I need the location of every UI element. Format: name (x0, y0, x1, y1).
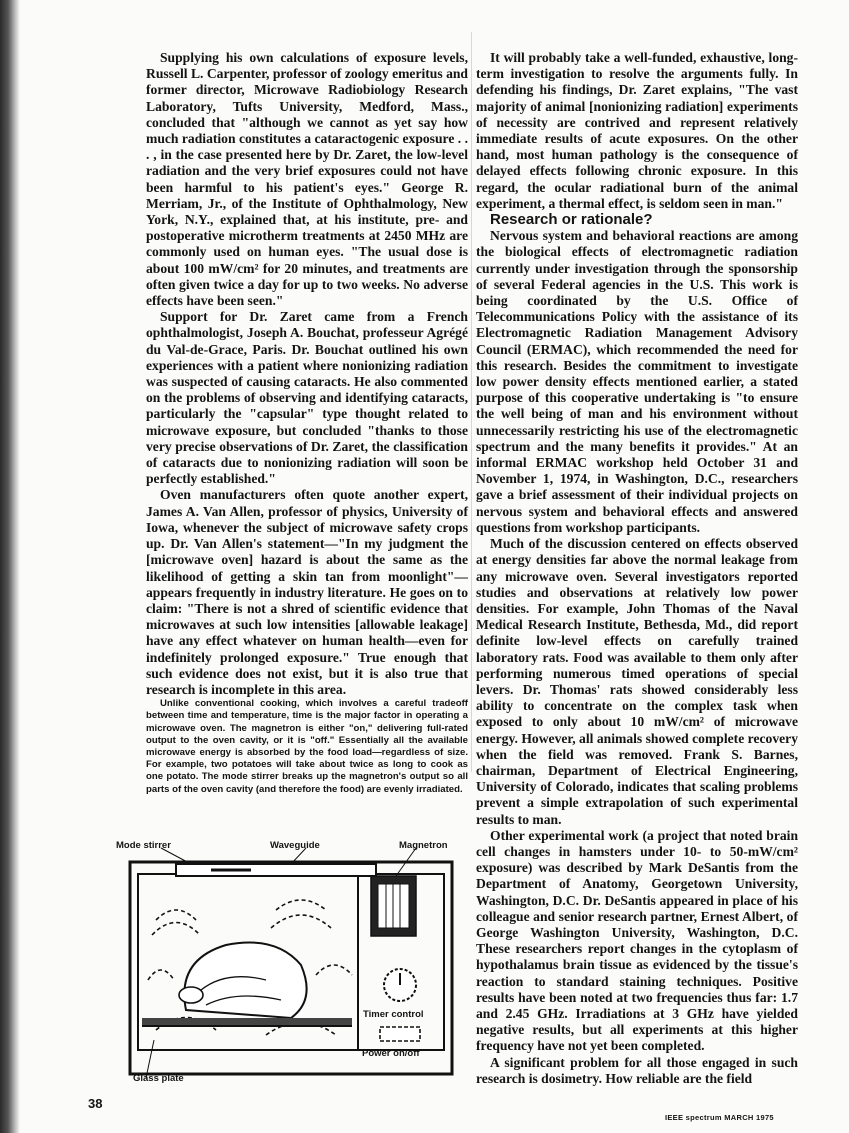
paragraph: Other experimental work (a project that noted brain cell changes in hamsters under 10- to 50-mW/cm² exposure) was described by Mark DeSantis from the Department of Anatomy, Georgetown University, Washington, D.C. Dr. DeSantis appeared in place of his colleague and senior research partner, Ernest Albert, of George Washington University, Washington, D.C. These researchers report changes in the cytoplasm of hypothalamus brain tissue as evidenced by the tissue's reaction to standard staining techniques. Positive results have been noted at two frequencies thus far: 1.7 and 2.45 GHz. Irradiations at 3 GHz have yielded negative results, but all experiments at this higher frequency have not yet been completed. (476, 827, 798, 1054)
figure-caption: Unlike conventional cooking, which involves a careful tradeoff between time and temperature, time is the major factor in operating a microwave oven. The magnetron is either "on," delivering full-rated output to the oven cavity, or it is "off." Essentially all the available microwave energy is absorbed by the food load—regardless of size. For example, two potatoes will take about twice as long to cook as one potato. The mode stirrer breaks up the magnetron's output so all parts of the oven cavity (and therefore the food) are evenly irradiated. (146, 698, 468, 795)
right-column (476, 50, 798, 1087)
label-mode-stirrer: Mode stirrer (116, 840, 171, 851)
microwave-oven-diagram (116, 840, 460, 1085)
paragraph: A significant problem for all those engaged in such research is dosimetry. How reliable are the field (476, 1054, 798, 1086)
paragraph: Oven manufacturers often quote another expert, James A. Van Allen, professor of physics, University of Iowa, whenever the subject of microwave safety crops up. Dr. Van Allen's statement—"In my judgment the [microwave oven] hazard is about the same as the likelihood of getting a skin tan from moonlight"—appears frequently in industry literature. He goes on to claim: "There is not a shred of scientific evidence that microwaves at such low intensities [allowable leakage] have any effect whatever on human health—even for indefinitely prolonged exposure." True enough that such evidence does not exist, but it is also true that research is incomplete in this area. (146, 487, 468, 697)
page-number: 38 (88, 1096, 103, 1111)
section-heading: Research or rationale? (490, 211, 653, 229)
page-binding-shadow (0, 0, 20, 1133)
label-magnetron: Magnetron (399, 840, 448, 851)
paragraph: Nervous system and behavioral reactions are among the biological effects of electromagnetic radiation currently under investigation through the sponsorship of several Federal agencies in the U.S. This work is being coordinated by the U.S. Office of Telecommunications Policy with the assistance of its Electromagnetic Radiation Management Advisory Council (ERMAC), which recommended the need for this research. Besides the commitment to investigate low power density effects mentioned earlier, a stated purpose of this cooperative undertaking is "to ensure the well being of man and his environment without unnecessarily restricting his use of the electromagnetic spectrum and the many benefits it provides." At an informal ERMAC workshop held October 31 and November 1, 1974, in Washington, D.C., researchers gave a brief assessment of their individual projects on nervous system and behavioral effects and answered questions from workshop participants. (476, 228, 798, 535)
label-power-on-off: Power on/off (362, 1048, 420, 1059)
paragraph: Much of the discussion centered on effects observed at energy densities far above the normal leakage from any microwave oven. Several investigators reported studies and observations at relatively low power densities. For example, John Thomas of the Naval Medical Research Institute, Bethesda, Md., did report definite low-level effects on carefully trained laboratory rats. Food was available to them only after performing numerous timed operations of special levers. Dr. Thomas' rats showed considerably less ability to concentrate on the complex task when exposed to only about 10 mW/cm² of microwave energy. However, all animals showed complete recovery when the field was removed. Frank S. Barnes, chairman, Department of Electrical Engineering, University of Colorado, indicates that scaling problems prevent a simple extrapolation of such experimental results to man. (476, 536, 798, 827)
paragraph: Support for Dr. Zaret came from a French ophthalmologist, Joseph A. Bouchat, professeur Agrégé du Val-de-Grace, Paris. Dr. Bouchat outlined his own experiences with a patient where nonionizing radiation was suspected of causing cataracts. He also commented on the problems of observing and identifying cataracts, particularly the "capsular" type thought related to microwave exposure, but concluded "thanks to those very precise observations of Dr. Zaret, the classification of cataracts due to nonionizing radiation will soon be perfectly established." (146, 309, 468, 487)
label-timer-control: Timer control (363, 1009, 424, 1020)
column-divider (471, 32, 472, 772)
label-glass-plate: Glass plate (133, 1073, 184, 1084)
running-footer: IEEE spectrum MARCH 1975 (665, 1113, 774, 1122)
paragraph: Supplying his own calculations of exposure levels, Russell L. Carpenter, professor of zoology emeritus and former director, Microwave Radiobiology Research Laboratory, Tufts University, Medford, Mass., concluded that "although we cannot as yet say how much radiation constitutes a cataractogenic exposure . . . , in the case presented here by Dr. Zaret, the low-level radiation and the very brief exposures could not have been harmful to his patient's eyes." George R. Merriam, Jr., of the Institute of Ophthalmology, New York, N.Y., explained that, at his institute, pre- and postoperative microtherm treatments at 2450 MHz are commonly used on human eyes. "The usual dose is about 100 mW/cm² for 20 minutes, and treatments are often given twice a day for up to two weeks. No adverse effects have been seen." (146, 50, 468, 309)
label-waveguide: Waveguide (270, 840, 320, 851)
paragraph: It will probably take a well-funded, exhaustive, long-term investigation to resolve the arguments fully. In defending his findings, Dr. Zaret explains, "The vast majority of animal [nonionizing radiation] experiments of necessity are contrived and represent relatively immediate results of acute exposures. On the other hand, most human pathology is the consequence of delayed effects following chronic exposure. In this regard, the ocular radiational burn of the animal experiment, a thermal effect, is seldom seen in man." (476, 50, 798, 211)
left-column (146, 50, 468, 796)
